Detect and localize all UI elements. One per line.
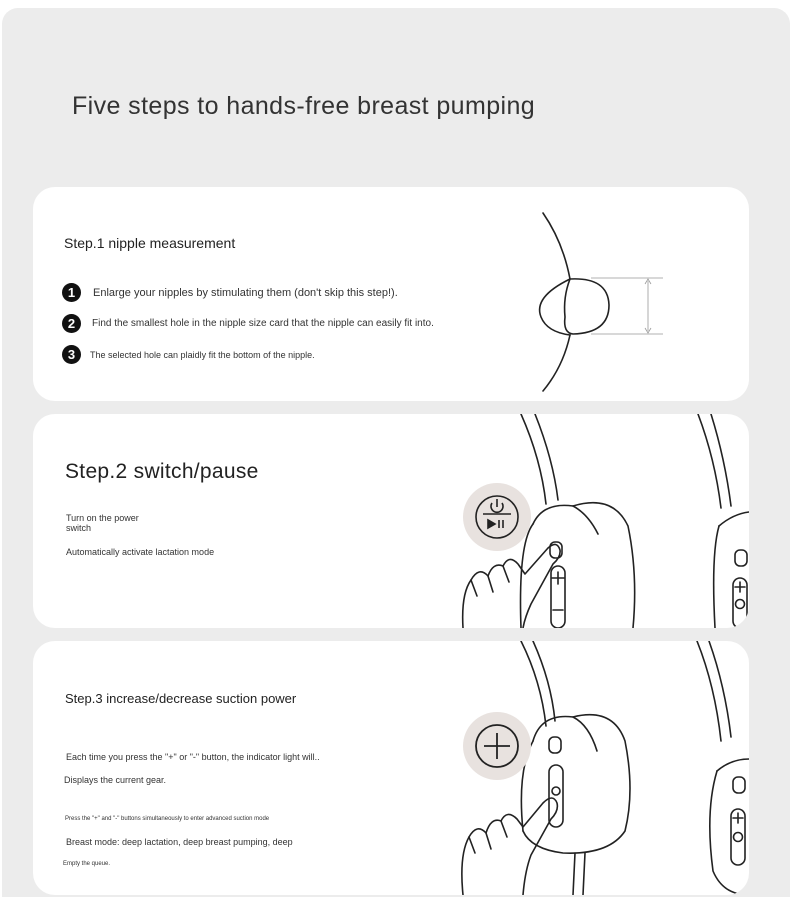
step1-item-2-text: Find the smallest hole in the nipple size card that the nipple can easily fit into. [92, 318, 434, 329]
page-title: Five steps to hands-free breast pumping [72, 92, 536, 120]
pump-power-illustration [413, 414, 749, 628]
power-switch-note: Turn on the power switch [66, 513, 139, 533]
step1-item-1-text: Enlarge your nipples by stimulating them (don't skip this step!). [93, 286, 398, 299]
step1-item-1 [62, 283, 398, 302]
step3-line-2: Displays the current gear. [64, 775, 167, 785]
step3-card [33, 641, 749, 895]
step3-heading: Step.3 increase/decrease suction power [65, 691, 297, 706]
pump-suction-illustration [413, 641, 749, 895]
step1-card [33, 187, 749, 401]
step3-line-3: Press the "+" and "-" buttons simultaneously to enter advanced suction mode [65, 816, 270, 822]
step1-item-2-number: 2 [62, 314, 81, 333]
step3-line-4: Breast mode: deep lactation, deep breast pumping, deep [66, 837, 293, 847]
step3-line-5: Empty the queue. [63, 861, 111, 867]
step2-heading: Step.2 switch/pause [65, 460, 259, 483]
auto-lactation-note: Automatically activate lactation mode [66, 547, 215, 557]
step1-heading: Step.1 nipple measurement [64, 235, 236, 251]
step3-line-1: Each time you press the "+" or "-" button, the indicator light will.. [66, 752, 320, 762]
step1-item-3 [62, 345, 315, 364]
step1-item-3-number: 3 [62, 345, 81, 364]
nipple-measurement-illustration [523, 207, 683, 392]
step1-item-3-text: The selected hole can plaidly fit the bottom of the nipple. [90, 349, 315, 360]
page-background [2, 8, 790, 897]
step2-card [33, 414, 749, 628]
power-indicator-circle [463, 483, 531, 551]
step1-item-2 [62, 314, 434, 333]
step1-item-1-number: 1 [62, 283, 81, 302]
